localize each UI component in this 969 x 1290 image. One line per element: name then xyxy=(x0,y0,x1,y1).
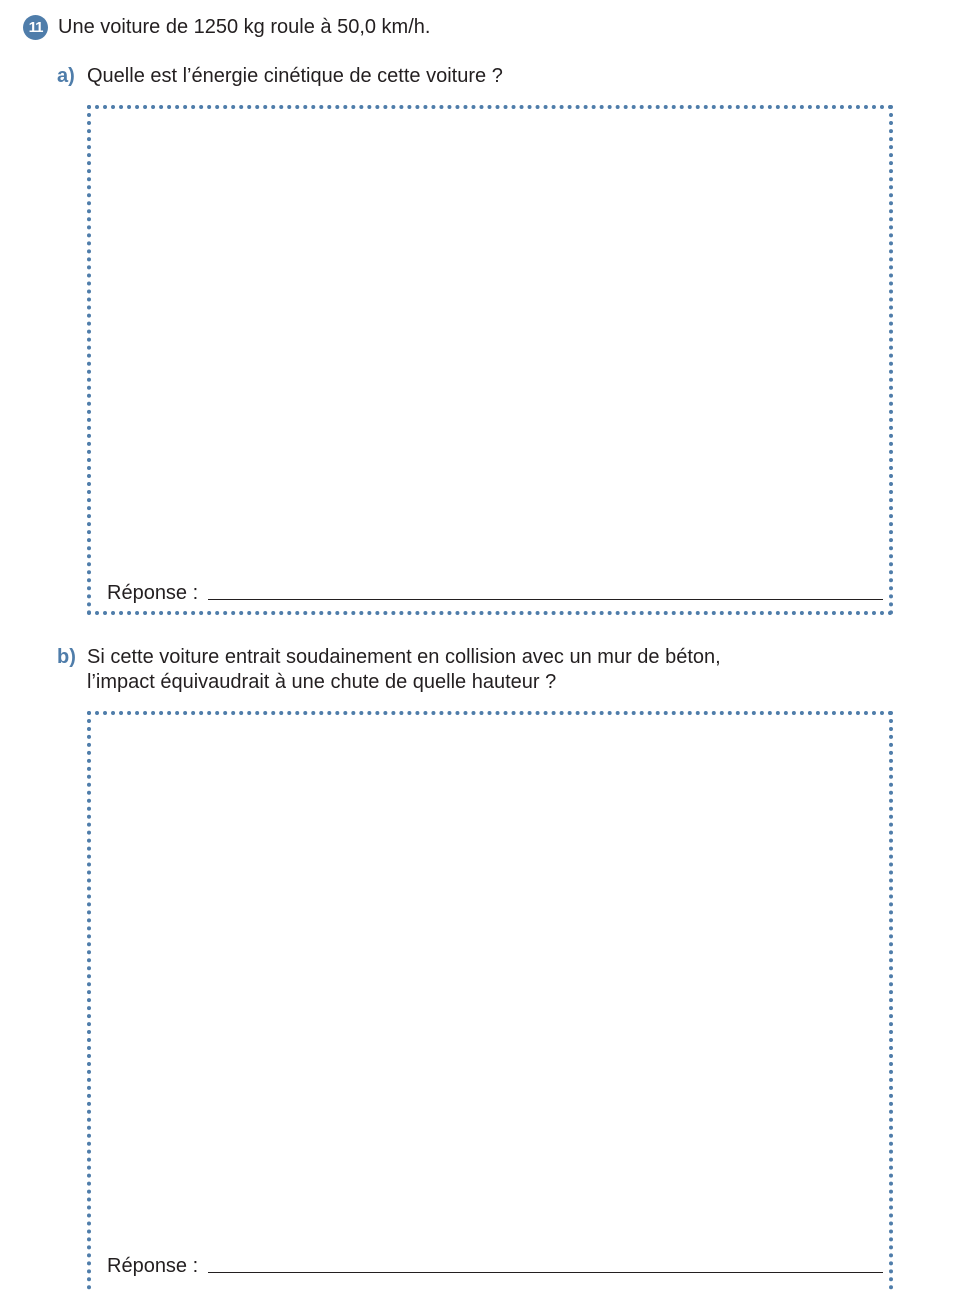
question-b-text: Si cette voiture entrait soudainement en collision avec un mur de béton, l’impact équivaudrait à une chute de quelle hauteur ? xyxy=(87,646,721,693)
question-b-letter: b) xyxy=(57,646,76,668)
question-a-letter: a) xyxy=(57,65,75,87)
question-b xyxy=(57,645,721,695)
answer-box-b[interactable] xyxy=(87,711,893,1290)
question-a-text: Quelle est l’énergie cinétique de cette voiture ? xyxy=(87,65,503,87)
answer-box-a[interactable] xyxy=(87,105,893,615)
question-a xyxy=(57,64,503,89)
response-label-a: Réponse : xyxy=(107,582,199,604)
exercise-statement: Une voiture de 1250 kg roule à 50,0 km/h. xyxy=(58,16,431,38)
response-row-b xyxy=(107,1255,883,1278)
response-line-a[interactable] xyxy=(208,598,883,600)
response-label-b: Réponse : xyxy=(107,1255,199,1277)
exercise-header xyxy=(23,15,430,40)
exercise-number-badge: 11 xyxy=(23,15,48,40)
response-line-b[interactable] xyxy=(208,1271,883,1273)
response-row-a xyxy=(107,582,883,605)
